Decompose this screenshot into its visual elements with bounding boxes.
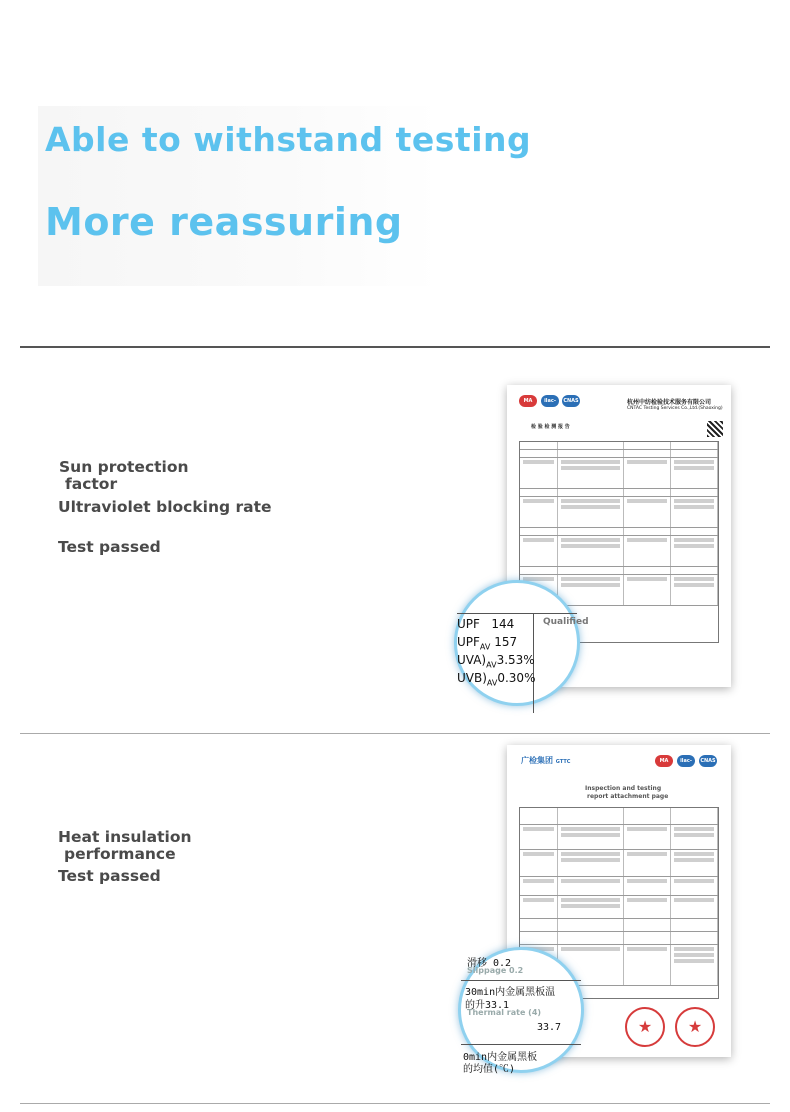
heat-report-magnifier xyxy=(458,947,584,1073)
ma-logo-icon-2: MA xyxy=(655,755,673,767)
thermal-value: 33.7 xyxy=(537,1022,562,1033)
feature-test-passed-1: Test passed xyxy=(58,538,161,556)
qr-code-icon xyxy=(707,421,723,437)
feature-sun-protection-label: Sun protection xyxy=(59,458,189,476)
ma-logo-icon: MA xyxy=(519,395,537,407)
feature-heat-insulation-label-2: performance xyxy=(64,845,176,863)
uva-row: $UVA)_{AV}3.53\%$ xyxy=(457,653,535,670)
feature-sun-protection xyxy=(59,459,189,493)
feature-heat-insulation-label: Heat insulation xyxy=(58,828,192,846)
cnas-logo-icon-2: CNAS xyxy=(699,755,717,767)
ilac-logo-icon: ilac-MRA xyxy=(541,395,559,407)
thermal-row-1: 30min内金属黑板温 xyxy=(465,987,556,998)
red-stamp-icon-2: ★ xyxy=(675,1007,715,1047)
thermal-row-4: 的均值(℃) xyxy=(463,1064,516,1075)
divider-bottom xyxy=(20,1103,770,1104)
headline-line-2: More reassuring xyxy=(45,200,403,244)
feature-heat-insulation xyxy=(58,829,192,863)
divider-top xyxy=(20,346,770,348)
report-title-2b: report attachment page xyxy=(587,793,669,800)
ilac-logo-icon-2: ilac-MRA xyxy=(677,755,695,767)
report-company-en: CNTAC Testing Services Co.,Ltd.(Shaoxing) xyxy=(627,406,723,411)
upf-av-row: $UPF_{AV}$ 157 xyxy=(457,635,518,652)
uvb-row: $UVB)_{AV}0.30\%$ xyxy=(457,671,536,688)
report-title-2: Inspection and testing xyxy=(585,785,662,792)
red-stamp-icon: ★ xyxy=(625,1007,665,1047)
upf-row: UPF 144 xyxy=(457,617,515,631)
thermal-row-2: 的升33.1 xyxy=(465,1000,510,1011)
qualified-label: Qualified xyxy=(543,617,589,627)
cnas-logo-icon: CNAS xyxy=(562,395,580,407)
feature-test-passed-2: Test passed xyxy=(58,867,161,885)
sun-report-magnifier xyxy=(454,580,589,706)
divider-middle xyxy=(20,733,770,734)
report-title: 检 验 检 测 报 告 xyxy=(531,424,570,430)
feature-sun-protection-label-2: factor xyxy=(65,475,118,493)
feature-uv-blocking: Ultraviolet blocking rate xyxy=(58,498,272,516)
slippage-row: 滑移 0.2 xyxy=(467,958,512,969)
thermal-ghost: Thermal rate (4) xyxy=(467,1008,542,1017)
thermal-row-3: 0min内金属黑板 xyxy=(463,1052,538,1063)
report-company: 杭州中纺检验技术服务有限公司 xyxy=(627,399,712,406)
headline-line-1: Able to withstand testing xyxy=(45,120,532,159)
slippage-ghost: Slippage 0.2 xyxy=(467,966,524,975)
gttc-logo-icon: 广检集团 GTTC xyxy=(521,756,571,765)
